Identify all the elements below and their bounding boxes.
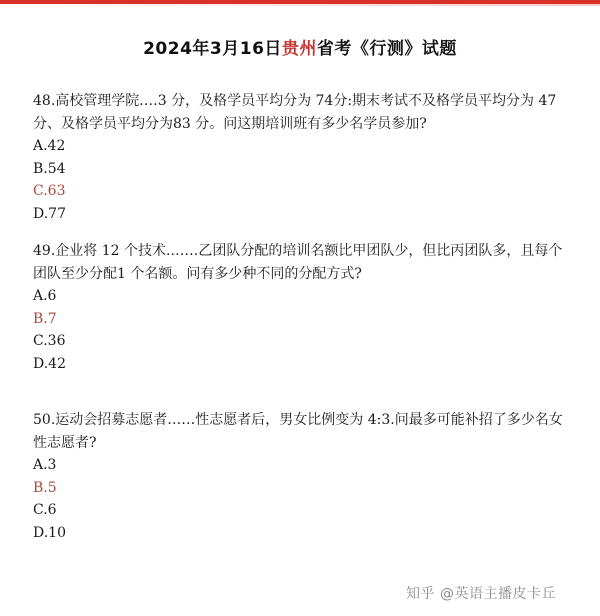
title-region: 贵州: [281, 39, 317, 59]
question-stem: 50.运动会招募志愿者……性志愿者后，男女比例变为 4:3.问最多可能补招了多少名女性志愿者?: [33, 412, 563, 451]
option-a: A.3: [33, 457, 57, 473]
title-date: 2024年3月16日: [143, 39, 282, 59]
watermark: 知乎 @英语主播皮卡丘: [406, 586, 556, 602]
page-title: [0, 34, 600, 59]
option-b: B.54: [33, 160, 66, 177]
question-stem: 48.高校管理学院.…3 分，及格学员平均分为 74分:期末考试不及格学员平均分为 47 分、及格学员平均分为83 分。问这期培训班有多少名学员参加?: [33, 93, 557, 132]
question-48: [33, 90, 573, 225]
question-50: [33, 409, 573, 544]
top-accent-line: [0, 4, 600, 6]
question-49: [33, 240, 573, 375]
option-b: B.7: [33, 310, 57, 327]
title-subject: 省考《行测》试题: [316, 39, 457, 59]
option-d: D.10: [33, 524, 66, 541]
option-d: D.42: [33, 355, 66, 372]
option-c: C.63: [33, 183, 66, 199]
option-a: A.6: [33, 288, 57, 304]
option-d: D.77: [33, 205, 66, 222]
option-c: C.36: [33, 333, 66, 349]
option-a: A.42: [33, 138, 66, 154]
option-b: B.5: [33, 479, 57, 496]
option-c: C.6: [33, 502, 57, 518]
question-stem: 49.企业将 12 个技术.……乙团队分配的培训名额比甲团队少，但比丙团队多，且每个团队至少分配1 个名额。问有多少种不同的分配方式?: [33, 243, 563, 282]
